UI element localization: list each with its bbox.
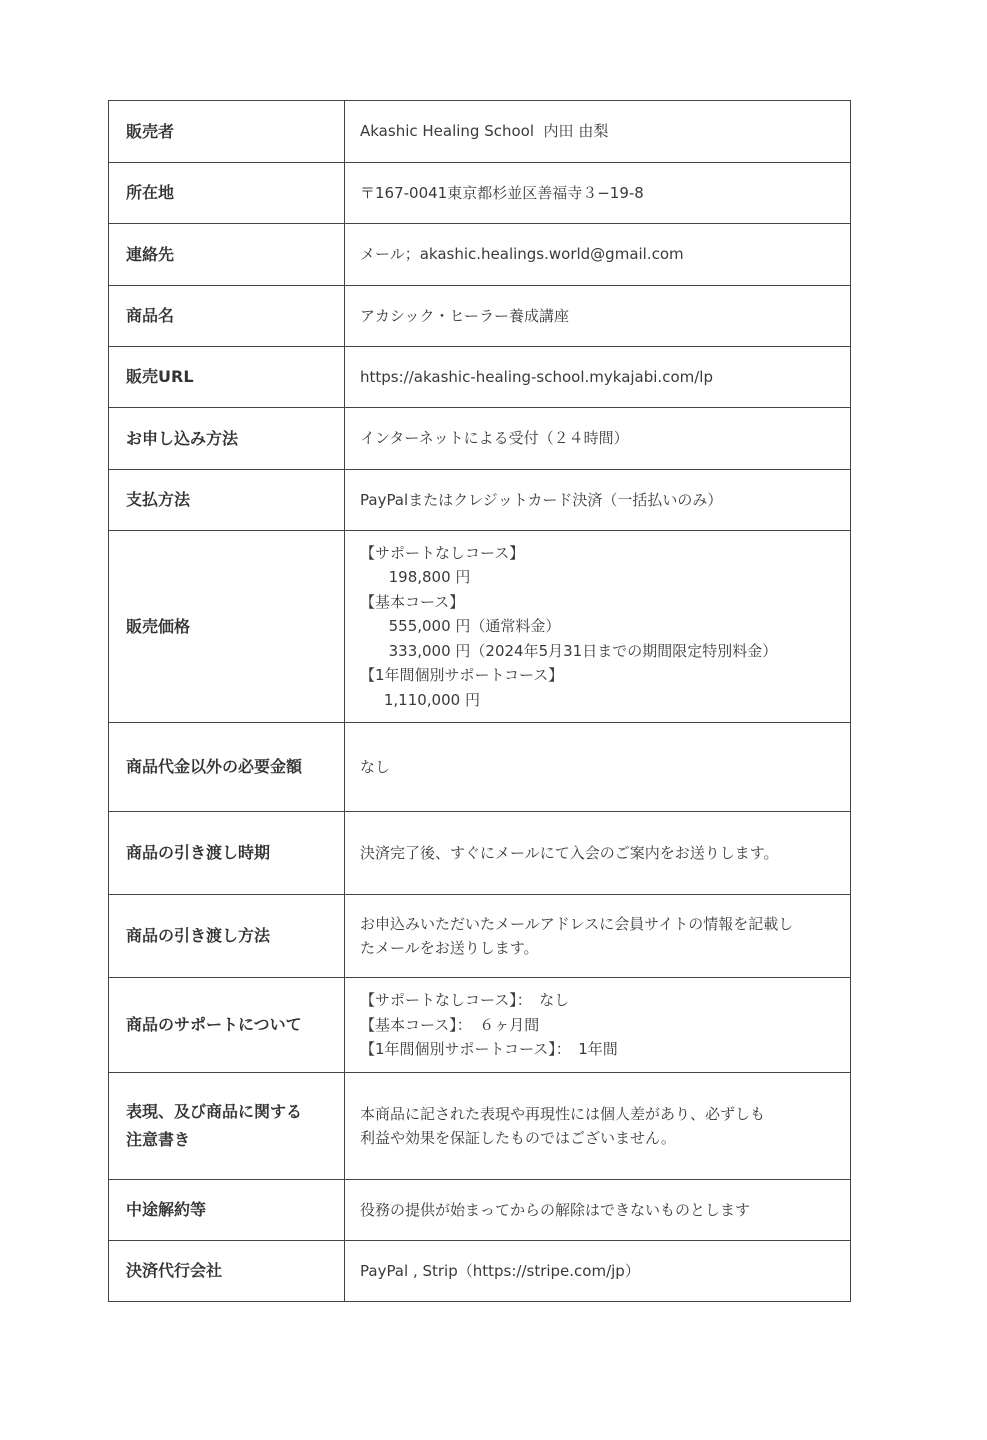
row-label: 販売価格 <box>109 531 345 723</box>
row-label: 所在地 <box>109 163 345 224</box>
table-row <box>109 1180 851 1241</box>
table-row <box>109 978 851 1073</box>
row-value: アカシック・ヒーラー養成講座 <box>345 286 851 347</box>
row-value: 【サポートなしコース】 198,800 円 【基本コース】 555,000 円（通常料金） 333,000 円（2024年5月31日までの期間限定特別料金） 【1年間個別サポートコース】 1,110,000 円 <box>345 531 851 723</box>
table-row <box>109 470 851 531</box>
table-row <box>109 812 851 895</box>
row-label: 商品代金以外の必要金額 <box>109 723 345 812</box>
row-value: https://akashic-healing-school.mykajabi.com/lp <box>345 347 851 408</box>
row-value: 決済完了後、すぐにメールにて入会のご案内をお送りします。 <box>345 812 851 895</box>
table-row <box>109 224 851 286</box>
table-row <box>109 895 851 978</box>
legal-notice-table <box>108 100 851 1302</box>
table-row <box>109 347 851 408</box>
row-label: 決済代行会社 <box>109 1241 345 1302</box>
row-value: なし <box>345 723 851 812</box>
row-label: 中途解約等 <box>109 1180 345 1241</box>
table-row <box>109 286 851 347</box>
table-row <box>109 1241 851 1302</box>
row-value: PayPalまたはクレジットカード決済（一括払いのみ） <box>345 470 851 531</box>
row-label: 販売URL <box>109 347 345 408</box>
row-label: 販売者 <box>109 101 345 163</box>
row-label: 商品の引き渡し時期 <box>109 812 345 895</box>
row-value: 本商品に記された表現や再現性には個人差があり、必ずしも 利益や効果を保証したものではございません。 <box>345 1073 851 1180</box>
row-value: インターネットによる受付（２４時間） <box>345 408 851 470</box>
row-label: 表現、及び商品に関する 注意書き <box>109 1073 345 1180</box>
row-value: 【サポートなしコース】： なし 【基本コース】： ６ヶ月間 【1年間個別サポートコース】： 1年間 <box>345 978 851 1073</box>
row-value: お申込みいただいたメールアドレスに会員サイトの情報を記載し たメールをお送りします。 <box>345 895 851 978</box>
row-label: 商品名 <box>109 286 345 347</box>
table-row <box>109 723 851 812</box>
row-label: 商品の引き渡し方法 <box>109 895 345 978</box>
row-value: メール；akashic.healings.world@gmail.com <box>345 224 851 286</box>
table-row <box>109 1073 851 1180</box>
row-label: 支払方法 <box>109 470 345 531</box>
row-label: 連絡先 <box>109 224 345 286</box>
table-row <box>109 531 851 723</box>
row-value: Akashic Healing School 内田 由梨 <box>345 101 851 163</box>
row-value: 役務の提供が始まってからの解除はできないものとします <box>345 1180 851 1241</box>
row-value: 〒167-0041東京都杉並区善福寺３−19-8 <box>345 163 851 224</box>
table-row <box>109 101 851 163</box>
row-label: 商品のサポートについて <box>109 978 345 1073</box>
row-label: お申し込み方法 <box>109 408 345 470</box>
row-value: PayPal , Strip（https://stripe.com/jp） <box>345 1241 851 1302</box>
table-row <box>109 408 851 470</box>
table-row <box>109 163 851 224</box>
